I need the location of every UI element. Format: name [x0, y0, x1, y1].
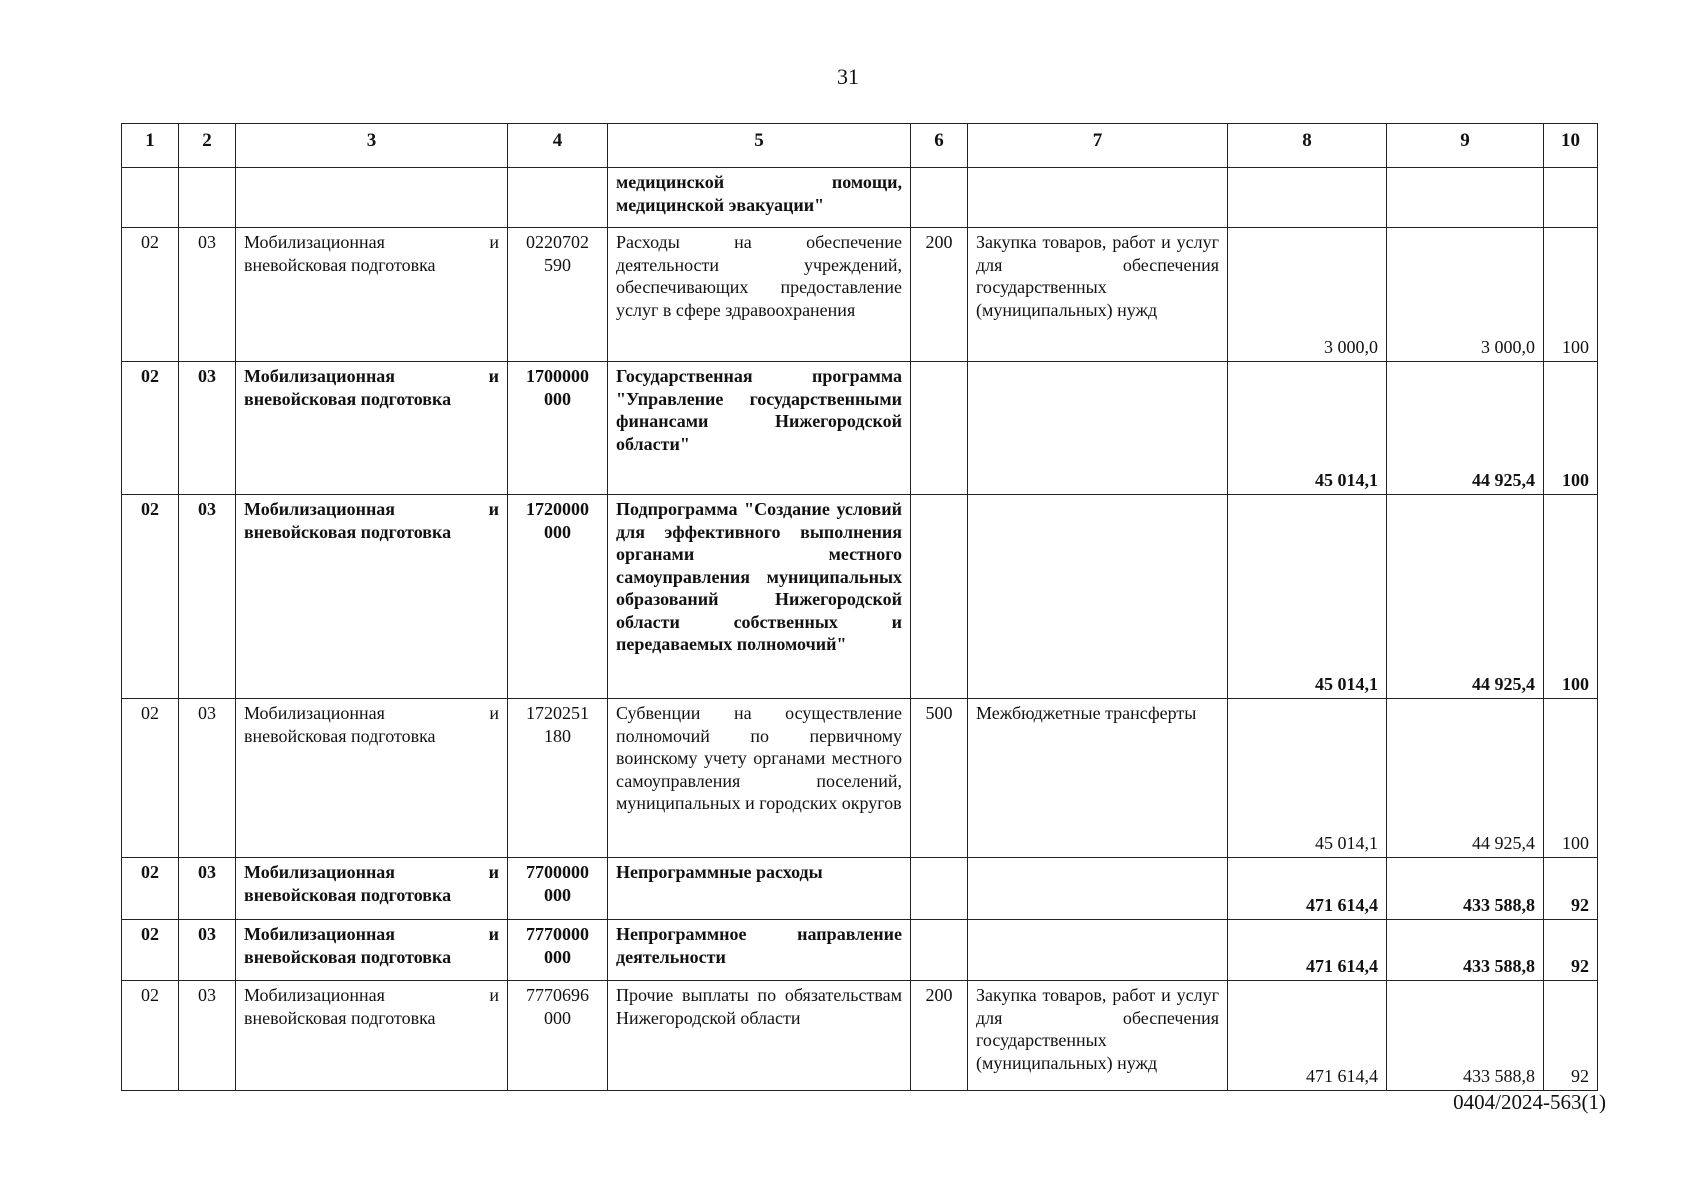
cell-percent: 92	[1544, 981, 1598, 1091]
cell-section-name	[236, 168, 508, 228]
cell-planned: 471 614,4	[1228, 858, 1387, 920]
cell-executed: 433 588,8	[1387, 981, 1544, 1091]
cell-executed: 433 588,8	[1387, 858, 1544, 920]
cell-percent: 100	[1544, 228, 1598, 362]
cell-subsection: 03	[179, 495, 236, 699]
cell-subsection: 03	[179, 362, 236, 495]
cell-section-name: Мобилизационная и вневойсковая подготовка	[236, 362, 508, 495]
cell-section-name: Мобилизационная и вневойсковая подготовка	[236, 920, 508, 981]
cell-target-name: Прочие выплаты по обязательствам Нижегородской области	[608, 981, 911, 1091]
page-number: 31	[837, 64, 859, 89]
cell-percent	[1544, 168, 1598, 228]
cell-expense-type-name: Закупка товаров, работ и услуг для обеспечения государственных (муниципальных) нужд	[968, 981, 1228, 1091]
cell-executed	[1387, 168, 1544, 228]
cell-expense-type-name	[968, 920, 1228, 981]
cell-expense-type-name	[968, 168, 1228, 228]
header-col-5: 5	[608, 124, 911, 168]
cell-target-code: 1720000 000	[508, 495, 608, 699]
cell-percent: 92	[1544, 920, 1598, 981]
cell-section: 02	[122, 699, 179, 858]
cell-target-code	[508, 168, 608, 228]
header-col-8: 8	[1228, 124, 1387, 168]
cell-subsection	[179, 168, 236, 228]
cell-target-name: Субвенции на осуществление полномочий по первичному воинскому учету органами местного самоуправления поселений, муниципальных и городских округов	[608, 699, 911, 858]
cell-expense-type-name	[968, 495, 1228, 699]
cell-expense-type-name: Межбюджетные трансферты	[968, 699, 1228, 858]
cell-planned: 471 614,4	[1228, 981, 1387, 1091]
cell-percent: 100	[1544, 699, 1598, 858]
cell-target-name: Непрограммное направление деятельности	[608, 920, 911, 981]
cell-section-name: Мобилизационная и вневойсковая подготовка	[236, 981, 508, 1091]
header-col-6: 6	[911, 124, 968, 168]
cell-expense-type	[911, 362, 968, 495]
cell-planned: 45 014,1	[1228, 362, 1387, 495]
cell-section-name: Мобилизационная и вневойсковая подготовка	[236, 495, 508, 699]
cell-target-code: 7770696 000	[508, 981, 608, 1091]
cell-executed: 3 000,0	[1387, 228, 1544, 362]
cell-target-name: Подпрограмма "Создание условий для эффективного выполнения органами местного самоуправления муниципальных образований Нижегородской области собственных и передаваемых полномочий"	[608, 495, 911, 699]
cell-subsection: 03	[179, 920, 236, 981]
table-row	[122, 920, 1598, 981]
table-row	[122, 495, 1598, 699]
cell-target-name: Расходы на обеспечение деятельности учреждений, обеспечивающих предоставление услуг в сфере здравоохранения	[608, 228, 911, 362]
cell-section-name: Мобилизационная и вневойсковая подготовка	[236, 228, 508, 362]
table-row	[122, 699, 1598, 858]
cell-planned	[1228, 168, 1387, 228]
header-col-9: 9	[1387, 124, 1544, 168]
table-row	[122, 168, 1598, 228]
cell-target-code: 7700000 000	[508, 858, 608, 920]
cell-percent: 100	[1544, 362, 1598, 495]
cell-expense-type	[911, 168, 968, 228]
table-row	[122, 981, 1598, 1091]
cell-expense-type	[911, 495, 968, 699]
cell-section-name: Мобилизационная и вневойсковая подготовка	[236, 699, 508, 858]
cell-expense-type-name	[968, 362, 1228, 495]
table-row	[122, 858, 1598, 920]
cell-section: 02	[122, 858, 179, 920]
cell-section: 02	[122, 495, 179, 699]
cell-executed: 44 925,4	[1387, 495, 1544, 699]
cell-expense-type	[911, 858, 968, 920]
cell-subsection: 03	[179, 699, 236, 858]
cell-percent: 92	[1544, 858, 1598, 920]
cell-subsection: 03	[179, 981, 236, 1091]
table-header-row	[122, 124, 1598, 168]
cell-percent: 100	[1544, 495, 1598, 699]
document-code: 0404/2024-563(1)	[1453, 1090, 1606, 1114]
cell-planned: 3 000,0	[1228, 228, 1387, 362]
cell-subsection: 03	[179, 228, 236, 362]
header-col-10: 10	[1544, 124, 1598, 168]
cell-section-name: Мобилизационная и вневойсковая подготовка	[236, 858, 508, 920]
cell-target-name: медицинской помощи, медицинской эвакуации"	[608, 168, 911, 228]
cell-section: 02	[122, 920, 179, 981]
cell-section	[122, 168, 179, 228]
cell-executed: 44 925,4	[1387, 362, 1544, 495]
cell-planned: 471 614,4	[1228, 920, 1387, 981]
cell-expense-type	[911, 920, 968, 981]
header-col-7: 7	[968, 124, 1228, 168]
table-row	[122, 228, 1598, 362]
cell-section: 02	[122, 362, 179, 495]
cell-target-name: Государственная программа "Управление государственными финансами Нижегородской области"	[608, 362, 911, 495]
table-row	[122, 362, 1598, 495]
cell-executed: 44 925,4	[1387, 699, 1544, 858]
header-col-4: 4	[508, 124, 608, 168]
cell-expense-type-name	[968, 858, 1228, 920]
cell-target-name: Непрограммные расходы	[608, 858, 911, 920]
cell-target-code: 7770000 000	[508, 920, 608, 981]
header-col-1: 1	[122, 124, 179, 168]
cell-target-code: 0220702 590	[508, 228, 608, 362]
cell-subsection: 03	[179, 858, 236, 920]
cell-planned: 45 014,1	[1228, 699, 1387, 858]
cell-section: 02	[122, 981, 179, 1091]
cell-planned: 45 014,1	[1228, 495, 1387, 699]
header-col-2: 2	[179, 124, 236, 168]
cell-expense-type: 200	[911, 981, 968, 1091]
budget-table	[121, 123, 1598, 1091]
header-col-3: 3	[236, 124, 508, 168]
cell-target-code: 1700000 000	[508, 362, 608, 495]
cell-expense-type: 500	[911, 699, 968, 858]
cell-expense-type-name: Закупка товаров, работ и услуг для обеспечения государственных (муниципальных) нужд	[968, 228, 1228, 362]
cell-expense-type: 200	[911, 228, 968, 362]
cell-target-code: 1720251 180	[508, 699, 608, 858]
cell-executed: 433 588,8	[1387, 920, 1544, 981]
cell-section: 02	[122, 228, 179, 362]
